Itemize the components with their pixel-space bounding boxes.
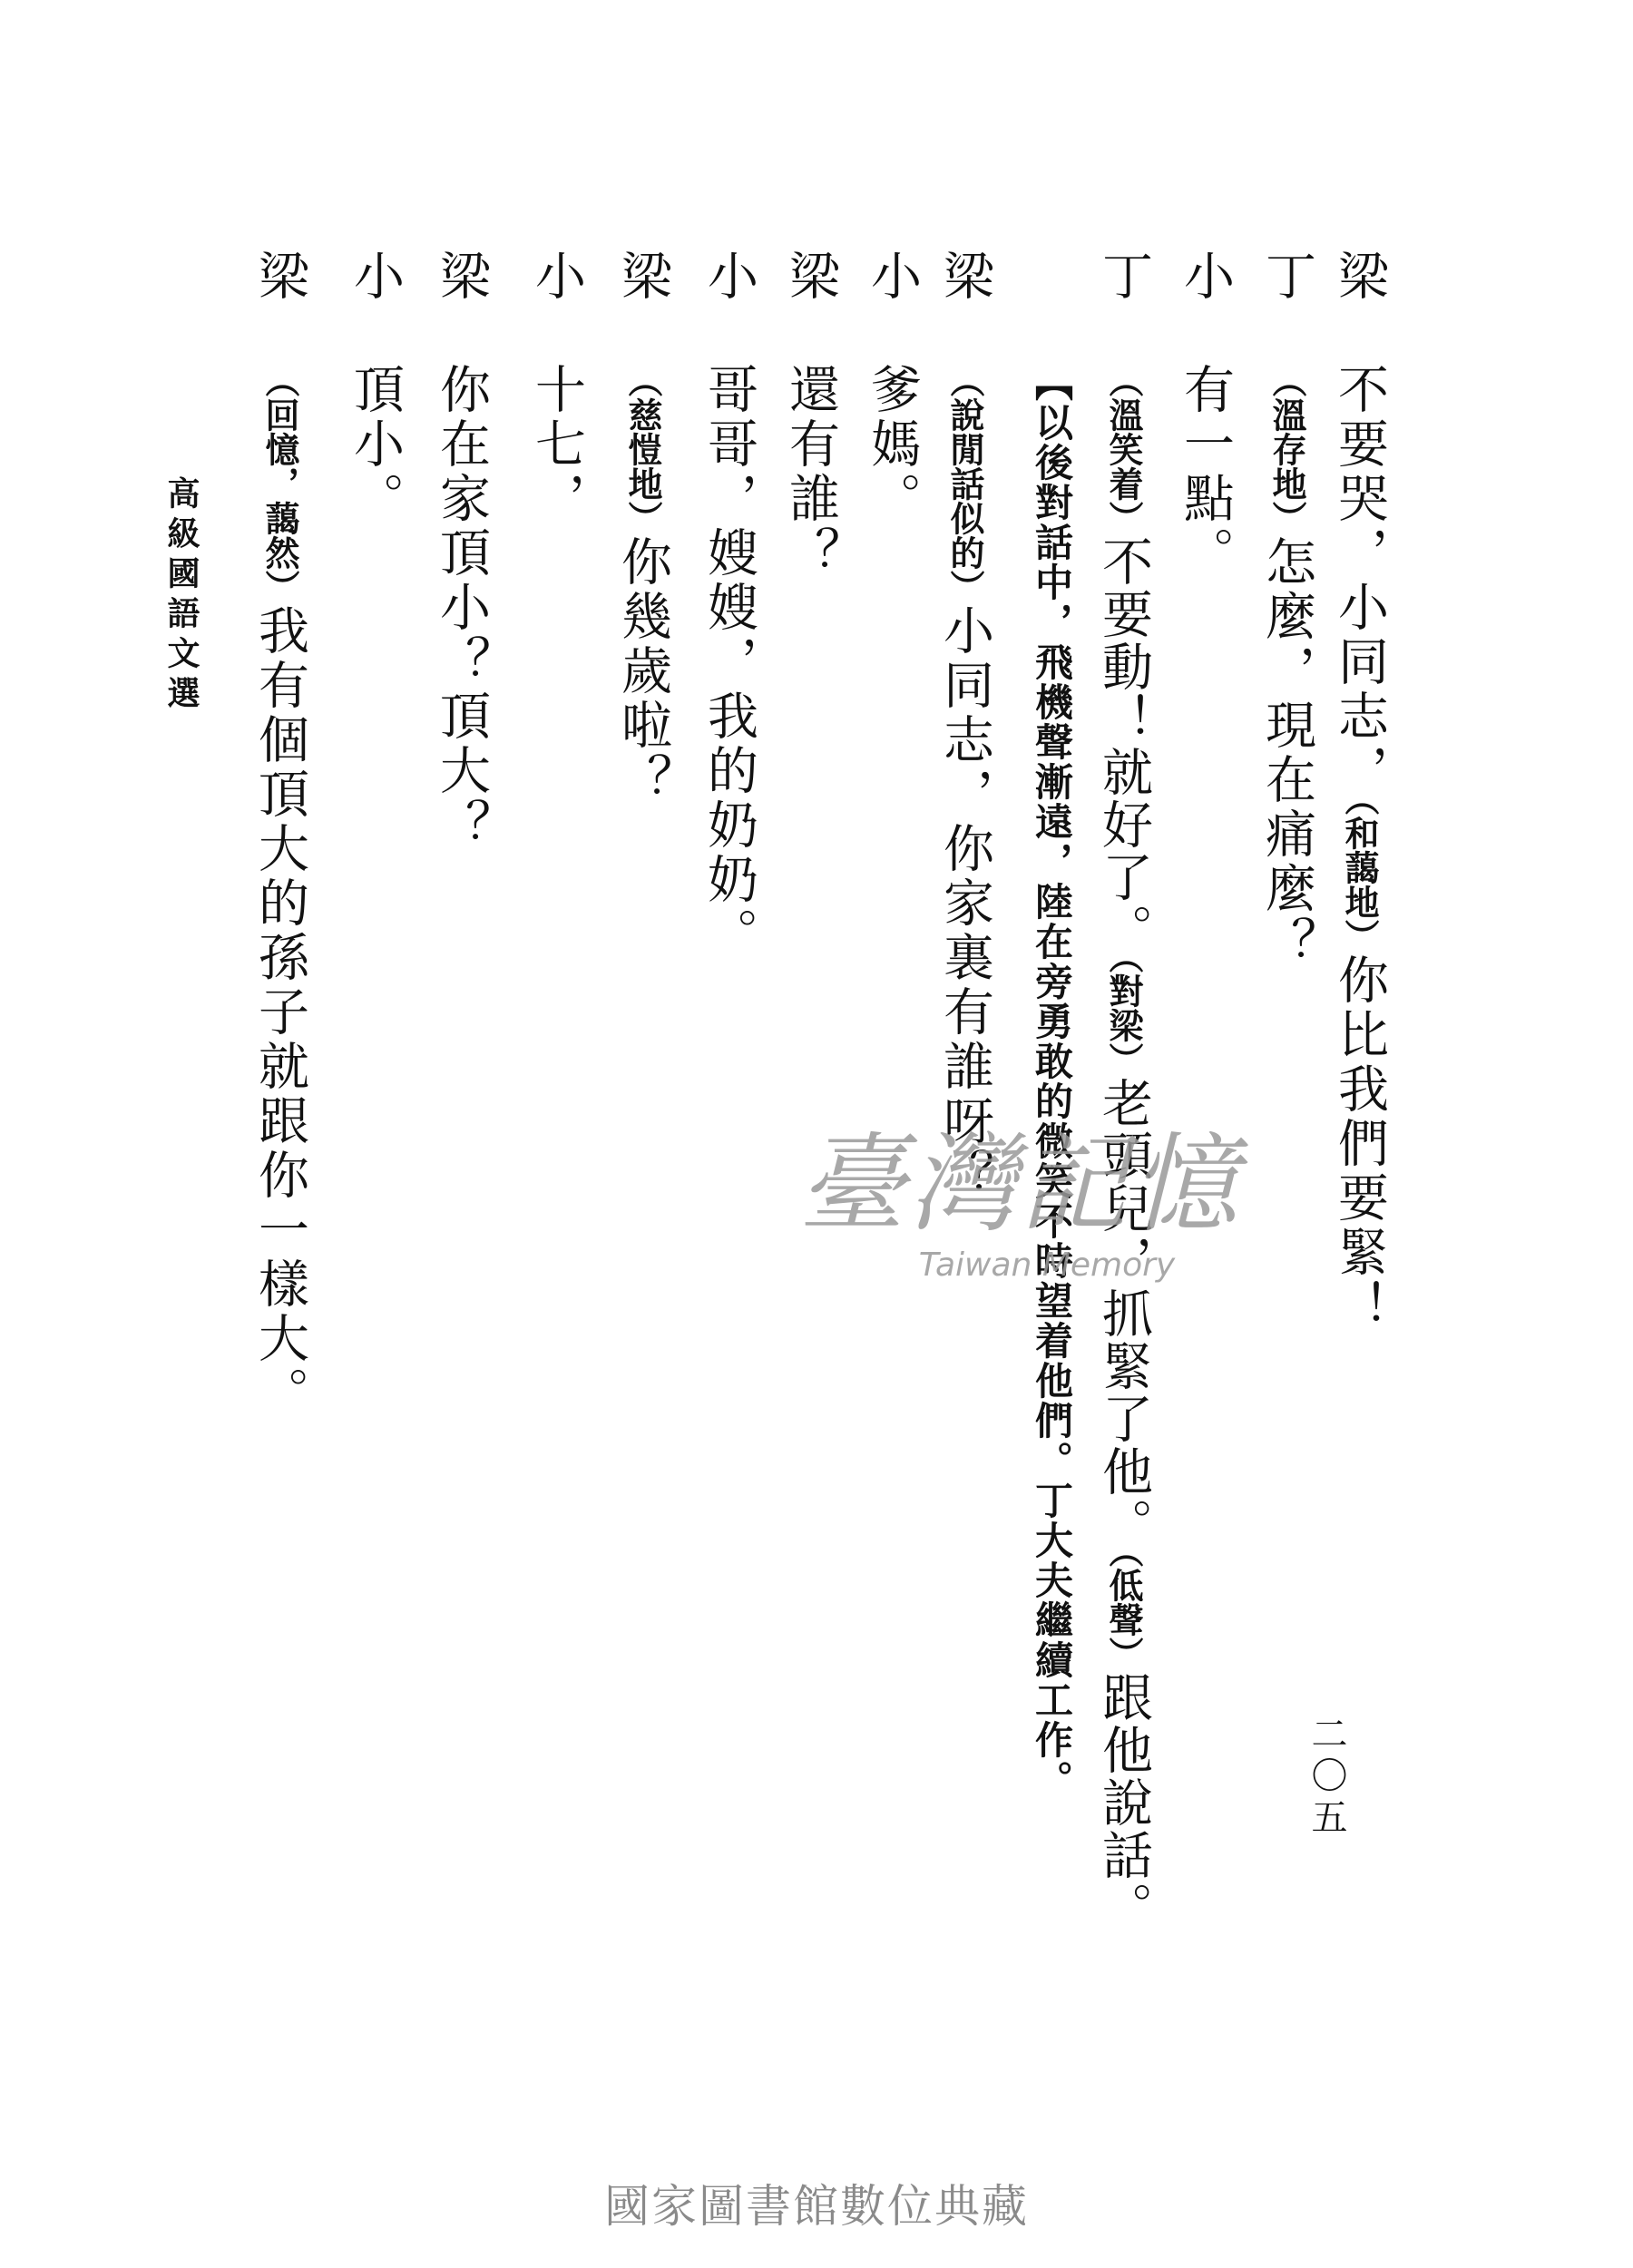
stage-direction: （和藹地）: [1339, 798, 1380, 953]
dialogue-line: [935, 363, 994, 1203]
dialogue-text: 還有誰？: [781, 363, 840, 581]
page-number: 二〇五: [1305, 1715, 1347, 1840]
speaker-label: 小: [527, 249, 586, 300]
speaker-label: 梁: [432, 249, 491, 300]
dialogue-line: [250, 363, 309, 1421]
stage-direction: （說閒話似的）: [944, 363, 985, 604]
stage-note: 【以後對話中，飛機聲漸遠，陸在旁勇敢的微笑不時望着他們。丁大夫繼續工作。: [1030, 363, 1074, 1800]
watermark-logo: [798, 1098, 1241, 1284]
speaker-label: 梁: [781, 249, 840, 300]
speaker-label: 丁: [1094, 249, 1153, 300]
dialogue-text: 不要動！就好了。: [1094, 535, 1153, 956]
stage-direction: （慈愷地）: [622, 363, 663, 535]
dialogue-line: [613, 363, 672, 807]
dialogue-text: 老頭兒，抓緊了他。: [1094, 1077, 1153, 1550]
dialogue-text: 怎麼，現在痛麼？: [1257, 535, 1316, 971]
dialogue-line: [1176, 363, 1235, 581]
dialogue-line: [1257, 363, 1316, 971]
dialogue-line: [1330, 363, 1389, 1334]
watermark-title: 臺灣記憶: [798, 1121, 1242, 1246]
speaker-label: 梁: [250, 249, 309, 300]
stage-direction: （回憶，藹然）: [259, 363, 300, 604]
speaker-label: 梁: [1330, 249, 1389, 300]
dialogue-text: 頂小。: [346, 363, 405, 526]
dialogue-line: [346, 363, 405, 526]
stage-direction: （對梁）: [1103, 956, 1144, 1077]
archive-footer: 國家圖書館數位典藏: [604, 2180, 1029, 2233]
dialogue-line: [863, 363, 922, 526]
dialogue-text: 你在家頂小？頂大？: [432, 363, 491, 853]
dialogue-text: 不要哭，小同志，: [1330, 363, 1389, 798]
stage-direction: （溫笑着）: [1103, 363, 1144, 535]
speaker-label: 小: [699, 249, 758, 300]
dialogue-line: [527, 363, 586, 526]
speaker-label: 小: [1176, 249, 1235, 300]
dialogue-text: 小同志，你家裏有誰呀？: [935, 604, 994, 1203]
speaker-label: 梁: [613, 249, 672, 300]
dialogue-text: 你幾歲啦？: [613, 535, 672, 807]
dialogue-line: [699, 363, 758, 962]
dialogue-text: 哥哥，嫂嫂，我的奶奶。: [699, 363, 758, 962]
watermark-subtitle: Taiwan Memory: [918, 1246, 1176, 1284]
dialogue-text: 有一點。: [1176, 363, 1235, 581]
stage-direction: （低聲）: [1103, 1550, 1144, 1671]
dialogue-text: 十七，: [527, 363, 586, 526]
speaker-label: 梁: [935, 249, 994, 300]
dialogue-line: [432, 363, 491, 853]
speaker-label: 丁: [1257, 249, 1316, 300]
speaker-label: 小: [346, 249, 405, 300]
dialogue-text: 我有個頂大的孫子就跟你一樣大。: [250, 604, 309, 1421]
dialogue-text: 你比我們要緊！: [1330, 953, 1389, 1334]
speaker-label: 小: [863, 249, 922, 300]
dialogue-line: [781, 363, 840, 581]
stage-direction: （溫存地）: [1266, 363, 1307, 535]
dialogue-text: 爹媽。: [863, 363, 922, 526]
book-title: 高級國語文選: [162, 476, 200, 716]
dialogue-text: 跟他說話。: [1094, 1671, 1153, 1934]
